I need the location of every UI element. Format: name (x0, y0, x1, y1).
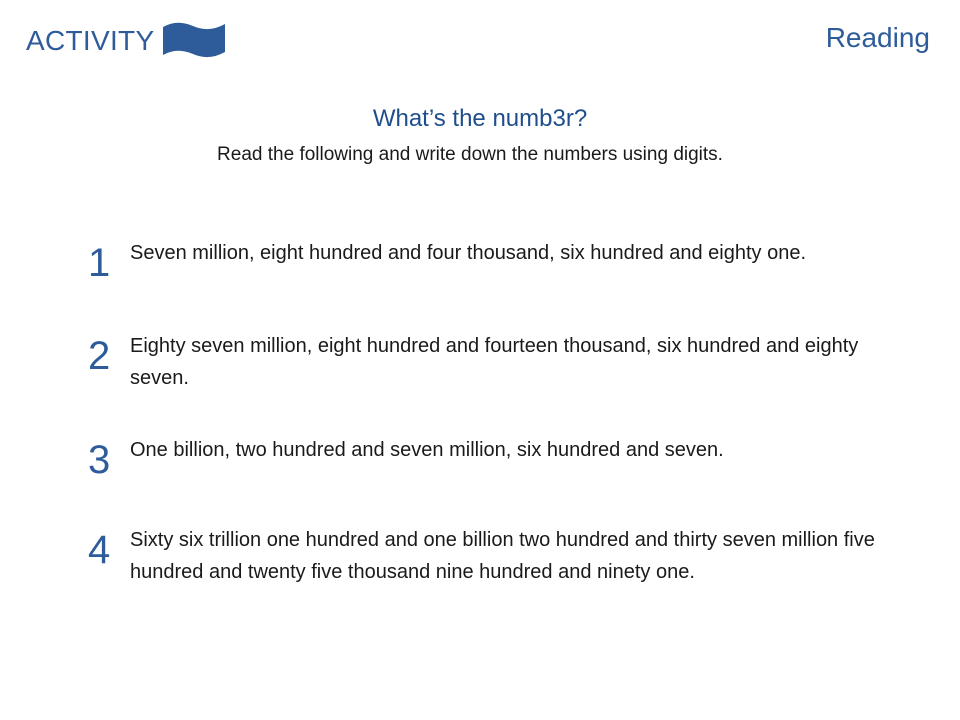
item-number: 2 (88, 334, 111, 378)
item-number: 3 (88, 438, 111, 482)
item-text: Seven million, eight hundred and four thousand, six hundred and eighty one. (130, 242, 807, 264)
flag-icon (160, 18, 228, 60)
reading-label: Reading (825, 22, 930, 53)
item-text: Eighty seven million, eight hundred and fourteen thousand, six hundred and eighty seven. (130, 335, 859, 389)
page-title: What’s the numb3r? (372, 105, 588, 132)
activity-label: ACTIVITY (26, 25, 155, 56)
activity-header (26, 22, 228, 60)
item-text: One billion, two hundred and seven million, six hundred and seven. (130, 439, 724, 461)
item-number: 4 (88, 528, 111, 572)
instructions: Read the following and write down the numbers using digits. (217, 144, 723, 165)
item-text: Sixty six trillion one hundred and one billion two hundred and thirty seven million five hundred and twenty five thousand nine hundred and ninety one. (130, 529, 875, 583)
item-number: 1 (88, 241, 111, 285)
